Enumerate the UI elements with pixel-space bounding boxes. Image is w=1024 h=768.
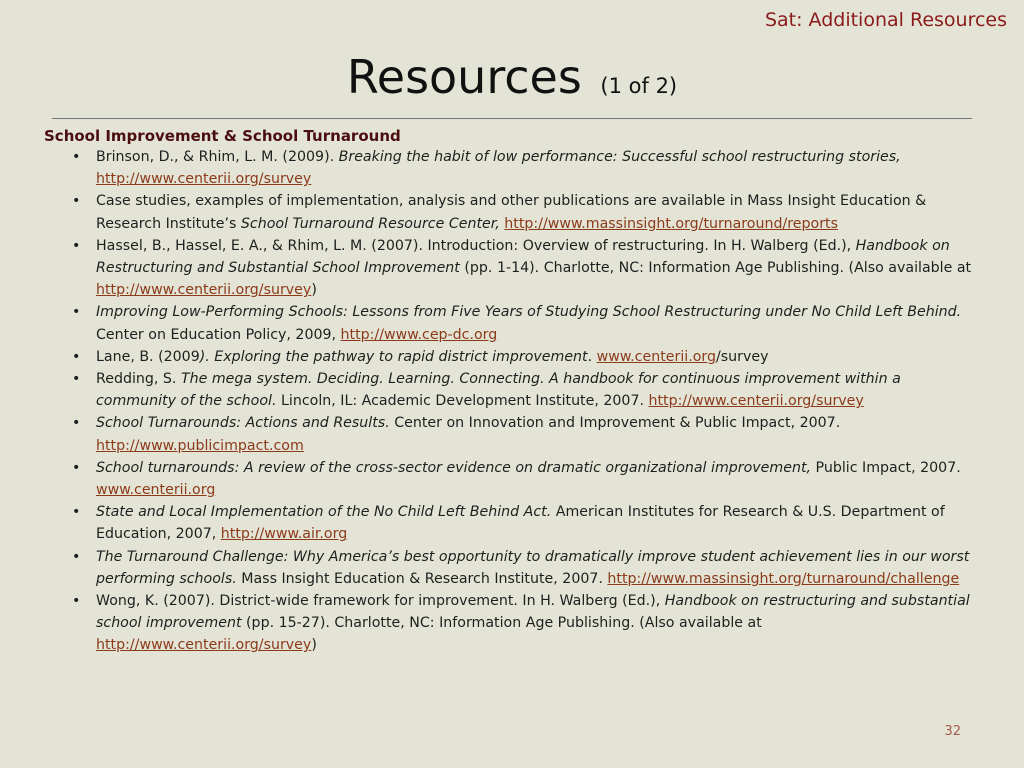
reference-item: [44, 501, 978, 545]
content-area: [44, 127, 978, 657]
ref-text: Hassel, B., Hassel, E. A., & Rhim, L. M. (2007). Introduction: Overview of restructuring. In H. Walberg (Ed.),: [96, 237, 856, 254]
ref-text: Wong, K. (2007). District-wide framework for improvement. In H. Walberg (Ed.),: [96, 593, 665, 610]
reference-item: [44, 590, 978, 657]
ref-text: Public Impact, 2007.: [811, 459, 961, 476]
ref-text: /survey: [715, 348, 769, 365]
ref-text: (pp. 15-27). Charlotte, NC: Information Age Publishing. (Also available at: [241, 615, 762, 632]
ref-text: Lane, B. (2009: [96, 348, 200, 365]
ref-link[interactable]: http://www.centerii.org/survey: [96, 282, 312, 299]
ref-italic: School Turnaround Resource Center,: [240, 215, 500, 232]
reference-item: [44, 346, 978, 368]
ref-link[interactable]: www.centerii.org: [96, 482, 216, 499]
ref-text: Lincoln, IL: Academic Development Institute, 2007.: [276, 393, 649, 410]
reference-item: [44, 368, 978, 412]
ref-italic: Handbook on restructuring and substantial school improvement: [96, 593, 970, 632]
ref-text: Center on Education Policy, 2009,: [96, 326, 341, 343]
ref-text: ): [311, 282, 317, 299]
reference-item: [44, 546, 978, 590]
ref-text: American Institutes for Research & U.S. Department of Education, 2007,: [96, 504, 945, 543]
ref-italic: The Turnaround Challenge: Why America’s best opportunity to dramatically improve student achievement lies in our worst performing schools.: [96, 548, 970, 587]
ref-link[interactable]: http://www.centerii.org/survey: [96, 637, 312, 654]
ref-italic: School turnarounds: A review of the cross-sector evidence on dramatic organizational improvement,: [96, 459, 812, 476]
title-main: Resources: [346, 50, 582, 104]
ref-text: Case studies, examples of implementation, analysis and other publications are available in Mass Insight Education & Research Institute’s: [96, 193, 927, 232]
ref-link[interactable]: www.centerii.org: [596, 348, 716, 365]
ref-italic: Breaking the habit of low performance: Successful school restructuring stories,: [338, 149, 901, 165]
ref-text: ): [311, 637, 317, 654]
ref-text: (pp. 1-14). Charlotte, NC: Information Age Publishing. (Also available at: [459, 260, 972, 277]
ref-link[interactable]: http://www.massinsight.org/turnaround/challenge: [607, 570, 960, 587]
ref-link[interactable]: http://www.cep-dc.org: [340, 326, 498, 343]
ref-link[interactable]: http://www.centerii.org/survey: [96, 171, 312, 188]
reference-item: [44, 301, 978, 345]
ref-italic: ). Exploring the pathway to rapid district improvement: [199, 348, 588, 365]
reference-item: [44, 190, 978, 234]
ref-link[interactable]: http://www.publicimpact.com: [96, 437, 304, 454]
section-heading: School Improvement & School Turnaround: [44, 127, 401, 145]
ref-italic: School Turnarounds: Actions and Results.: [96, 415, 390, 432]
reference-item: [44, 235, 978, 302]
reference-list: [44, 146, 978, 657]
page-title: [0, 52, 1024, 103]
ref-link[interactable]: http://www.centerii.org/survey: [648, 393, 864, 410]
ref-link[interactable]: http://www.massinsight.org/turnaround/reports: [504, 215, 838, 232]
ref-italic: The mega system. Deciding. Learning. Connecting. A handbook for continuous improvement within a community of the school.: [96, 371, 901, 410]
ref-italic: Handbook on Restructuring and Substantial School Improvement: [96, 237, 950, 277]
reference-item: [44, 457, 978, 501]
page-number: 32: [944, 724, 961, 739]
ref-italic: State and Local Implementation of the No Child Left Behind Act.: [96, 504, 552, 521]
title-divider: [52, 118, 972, 119]
ref-text: Mass Insight Education & Research Institute, 2007.: [236, 570, 608, 587]
ref-italic: Improving Low-Performing Schools: Lessons from Five Years of Studying School Restructuring under No Child Left Behind.: [96, 304, 962, 321]
ref-text: Center on Innovation and Improvement & Public Impact, 2007.: [389, 415, 841, 432]
ref-text: .: [587, 348, 597, 365]
ref-text: Brinson, D., & Rhim, L. M. (2009).: [96, 149, 339, 165]
ref-link[interactable]: http://www.air.org: [220, 526, 348, 543]
section-tag: Sat: Additional Resources: [764, 9, 1007, 31]
reference-item: [44, 146, 978, 190]
title-sub: (1 of 2): [600, 74, 678, 98]
ref-text: Redding, S.: [96, 371, 181, 388]
reference-item: [44, 412, 978, 456]
